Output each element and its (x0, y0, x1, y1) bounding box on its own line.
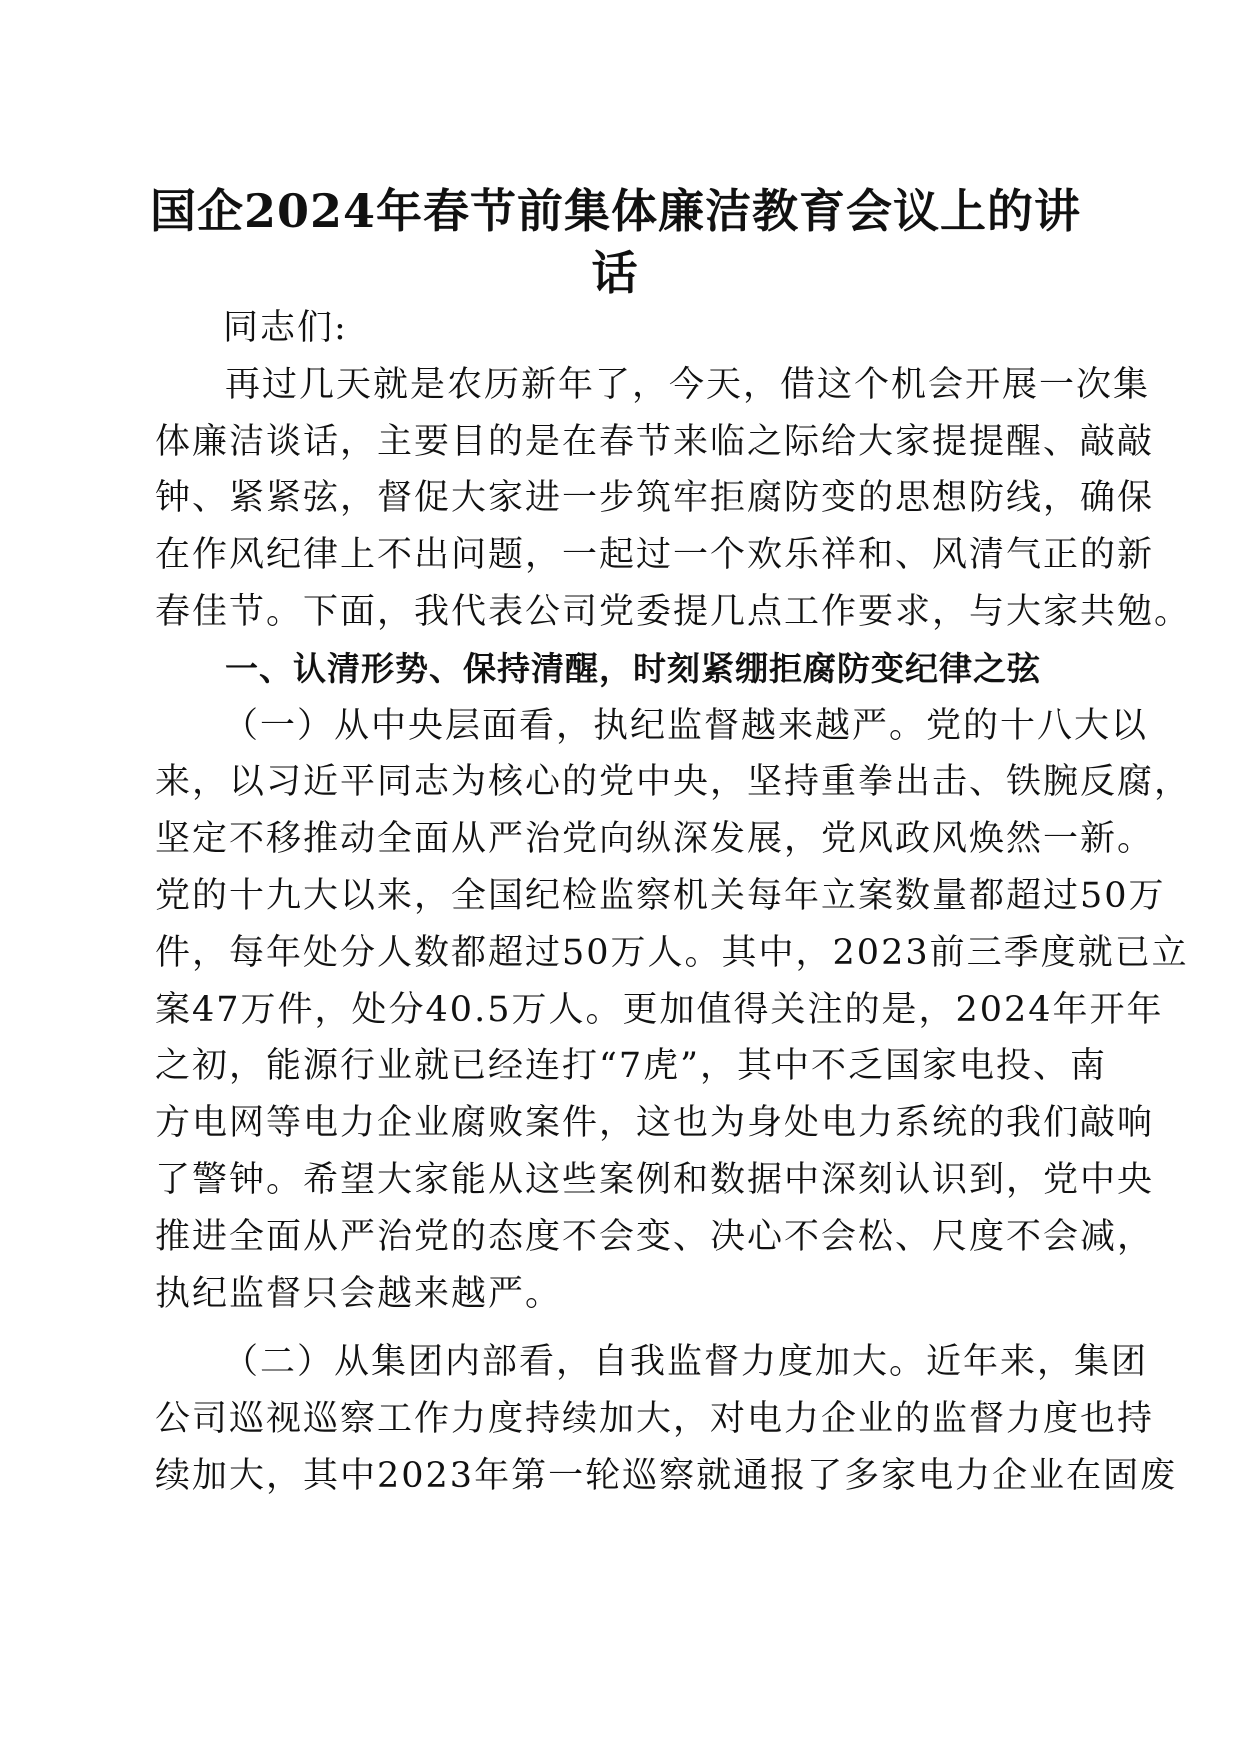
paragraph-line: 续加大，其中2023年第一轮巡察就通报了多家电力企业在固废 (155, 1455, 1178, 1496)
salutation: 同志们: (223, 308, 348, 348)
paragraph-line: 再过几天就是农历新年了，今天，借这个机会开展一次集 (225, 364, 1151, 405)
paragraph-central-level (155, 698, 1192, 1323)
title-line: 国企2024年春节前集体廉洁教育会议上的讲 (150, 184, 1082, 238)
paragraph-group-level (155, 1334, 1178, 1504)
paragraph-line: 钟、紧紧弦，督促大家进一步筑牢拒腐防变的思想防线，确保 (155, 478, 1155, 519)
paragraph-line: 党的十九大以来，全国纪检监察机关每年立案数量都超过50万 (155, 875, 1166, 916)
document-title (150, 180, 1080, 304)
paragraph-line: 方电网等电力企业腐败案件，这也为身处电力系统的我们敲响 (155, 1103, 1155, 1144)
section-heading: 一、认清形势、保持清醒，时刻紧绷拒腐防变纪律之弦 (225, 648, 1041, 688)
paragraph-line: 在作风纪律上不出问题，一起过一个欢乐祥和、风清气正的新 (155, 535, 1155, 576)
paragraph-line: 之初，能源行业就已经连打“7虎”，其中不乏国家电投、南 (155, 1046, 1108, 1087)
paragraph-spacer (155, 1322, 1085, 1334)
paragraph-line: 来，以习近平同志为核心的党中央，坚持重拳出击、铁腕反腐， (155, 762, 1192, 803)
document-body (155, 300, 1192, 1505)
paragraph-line: （一）从中央层面看，执纪监督越来越严。党的十八大以 (223, 705, 1149, 746)
paragraph-line: 案47万件，处分40.5万人。更加值得关注的是，2024年开年 (155, 989, 1164, 1030)
paragraph-line: 公司巡视巡察工作力度持续加大，对电力企业的监督力度也持 (155, 1399, 1155, 1440)
paragraph-line: 件，每年处分人数都超过50万人。其中，2023前三季度就已立 (155, 932, 1189, 973)
paragraph-line: 了警钟。希望大家能从这些案例和数据中深刻认识到，党中央 (155, 1159, 1155, 1200)
paragraph-line: 春佳节。下面，我代表公司党委提几点工作要求，与大家共勉。 (155, 591, 1192, 632)
paragraph-line: 体廉洁谈话，主要目的是在春节来临之际给大家提提醒、敲敲 (155, 421, 1155, 462)
paragraph-line: 坚定不移推动全面从严治党向纵深发展，党风政风焕然一新。 (155, 819, 1155, 860)
paragraph-line: （二）从集团内部看，自我监督力度加大。近年来，集团 (223, 1342, 1149, 1383)
paragraph-intro (155, 357, 1192, 641)
paragraph-line: 执纪监督只会越来越严。 (155, 1273, 563, 1314)
title-line: 话 (591, 246, 639, 300)
paragraph-line: 推进全面从严治党的态度不会变、决心不会松、尺度不会减， (155, 1216, 1155, 1257)
